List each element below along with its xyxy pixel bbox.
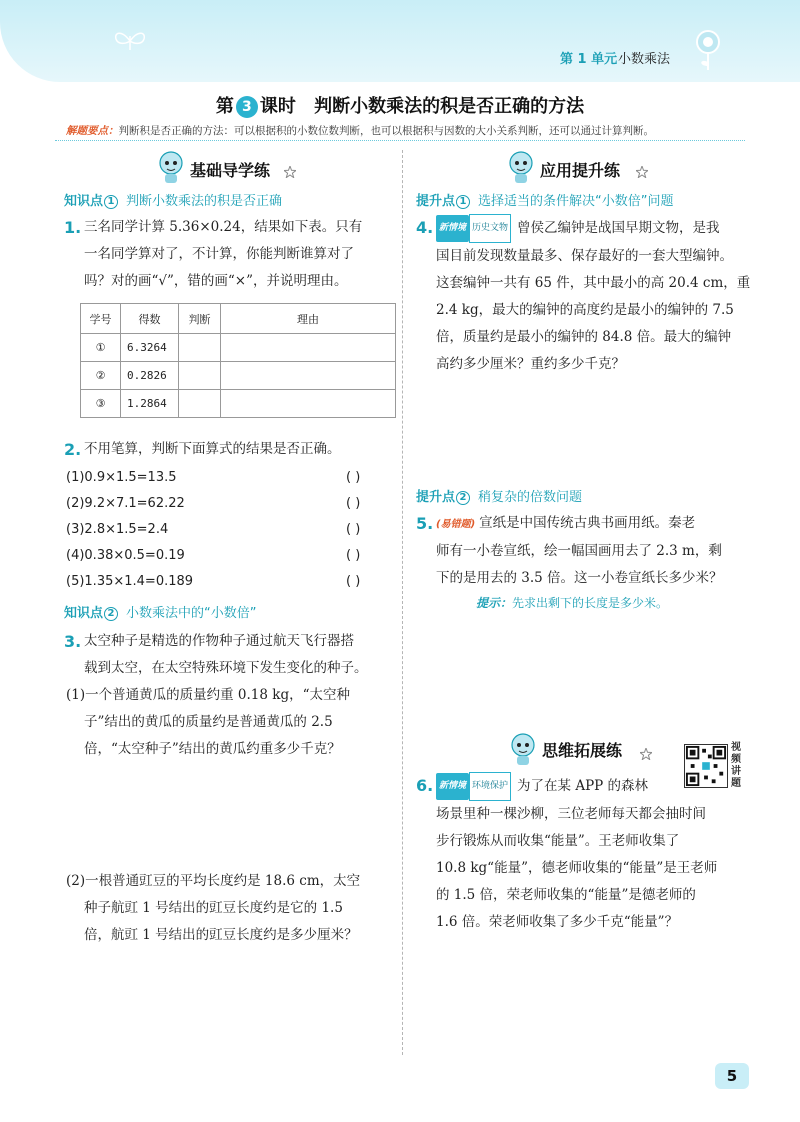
kp-label: 提升点 xyxy=(416,194,456,209)
answer-blank[interactable]: ( ) xyxy=(346,470,361,485)
unit-name: 小数乘法 xyxy=(618,52,671,67)
table-row xyxy=(81,362,396,390)
judgement-table xyxy=(80,303,396,418)
column-divider xyxy=(402,150,403,1055)
question-5-text xyxy=(436,510,766,592)
new-context-tag: 新情境 xyxy=(436,215,469,242)
kp-label: 提升点 xyxy=(416,490,456,505)
reason-cell[interactable] xyxy=(221,362,396,390)
student-id: ① xyxy=(81,334,121,362)
lesson-number: 3 xyxy=(236,96,258,118)
text-line: 场景里种一棵沙柳，三位老师每天都会抽时间 xyxy=(436,806,706,822)
question-3-part-2 xyxy=(66,868,400,949)
table-header: 得数 xyxy=(121,304,179,334)
equation-item xyxy=(66,496,396,511)
tips-label: 解题要点： xyxy=(66,125,119,137)
tips-text: 判断积是否正确的方法：可以根据积的小数位数判断，也可以根据积与因数的大小关系判断，还可以通过计算判断。 xyxy=(118,125,654,137)
page-number: 5 xyxy=(715,1063,749,1089)
text-line: 2.4 kg，最大的编钟的高度约是最小的编钟的 7.5 xyxy=(436,302,734,318)
text-line: (2)一根普通豇豆的平均长度约是 18.6 cm，太空 xyxy=(66,873,361,889)
text-line: 载到太空，在太空特殊环境下发生变化的种子。 xyxy=(84,660,368,676)
section-title-basic: 基础导学练 xyxy=(190,161,271,180)
kp-label: 知识点 xyxy=(64,606,104,621)
lesson-name: 判断小数乘法的积是否正确的方法 xyxy=(314,96,585,117)
butterfly-icon xyxy=(112,30,148,52)
unit-label: 第 1 单元 xyxy=(560,52,618,67)
equation-item xyxy=(66,522,396,537)
star-icon xyxy=(284,166,296,178)
knowledge-point-1 xyxy=(64,190,282,209)
table-header: 判断 xyxy=(179,304,221,334)
text-line: 倍，质量约是最小的编钟的 84.8 倍。最大的编钟 xyxy=(436,329,732,345)
text-line: 三名同学计算 5.36×0.24，结果如下表。只有 xyxy=(84,219,363,235)
equation-text: (4)0.38×0.5=0.19 xyxy=(66,548,185,563)
section-title-applied: 应用提升练 xyxy=(540,161,621,180)
table-row xyxy=(81,390,396,418)
text-line: 宣纸是中国传统古典书画用纸。秦老 xyxy=(479,515,696,531)
new-context-tag: 新情境 xyxy=(436,773,469,800)
table-header-row xyxy=(81,304,396,334)
student-answer: 1.2864 xyxy=(121,390,179,418)
table-header: 理由 xyxy=(221,304,396,334)
reason-cell[interactable] xyxy=(221,334,396,362)
question-3-text xyxy=(84,628,400,682)
answer-blank[interactable]: ( ) xyxy=(346,496,361,511)
text-line: 国目前发现数量最多、保存最好的一套大型编钟。 xyxy=(436,248,733,264)
text-line: 一名同学算对了，不计算，你能判断谁算对了 xyxy=(84,246,354,262)
lesson-prefix: 第 xyxy=(215,96,234,117)
mascot-icon xyxy=(506,150,536,184)
text-line: 子”结出的黄瓜的质量约是普通黄瓜的 2.5 xyxy=(84,714,333,730)
text-line: 10.8 kg“能量”，德老师收集的“能量”是王老师 xyxy=(436,860,718,876)
text-line: 倍，航豇 1 号结出的豇豆长度约是多少厘米？ xyxy=(84,927,358,943)
kp-num: 2 xyxy=(456,491,470,505)
question-number: 5. xyxy=(416,514,434,533)
hint-text: 先求出剩下的长度是多少米。 xyxy=(512,596,669,610)
text-line: 下的是用去的 3.5 倍。这一小卷宣纸长多少米？ xyxy=(436,570,723,586)
student-id: ② xyxy=(81,362,121,390)
question-number: 1. xyxy=(64,218,82,237)
lesson-suffix: 课时 xyxy=(259,96,296,117)
topic-tag: 环境保护 xyxy=(469,772,511,801)
equation-item xyxy=(66,470,396,485)
text-line: 为了在某 APP 的森林 xyxy=(517,778,649,794)
judge-cell[interactable] xyxy=(179,390,221,418)
text-line: 高约多少厘米？重约多少千克？ xyxy=(436,356,625,372)
knowledge-point-2 xyxy=(64,602,257,621)
equation-item xyxy=(66,574,396,589)
kp-num: 1 xyxy=(104,195,118,209)
qr-label: 视频讲题 xyxy=(731,742,741,789)
equation-text: (2)9.2×7.1=62.22 xyxy=(66,496,185,511)
question-number: 6. xyxy=(416,776,434,795)
kp-title: 稍复杂的倍数问题 xyxy=(478,490,583,505)
kp-num: 2 xyxy=(104,607,118,621)
table-header: 学号 xyxy=(81,304,121,334)
student-answer: 6.3264 xyxy=(121,334,179,362)
kp-num: 1 xyxy=(456,195,470,209)
answer-blank[interactable]: ( ) xyxy=(346,574,361,589)
text-line: 这套编钟一共有 65 件，其中最小的高 20.4 cm，重 xyxy=(436,275,751,291)
question-3-part-1 xyxy=(66,682,400,763)
equation-text: (3)2.8×1.5=2.4 xyxy=(66,522,169,537)
answer-blank[interactable]: ( ) xyxy=(346,548,361,563)
text-line: 师有一小卷宣纸，绘一幅国画用去了 2.3 m，剩 xyxy=(436,543,722,559)
student-id: ③ xyxy=(81,390,121,418)
question-number: 4. xyxy=(416,218,434,237)
equation-item xyxy=(66,548,396,563)
improvement-point-2 xyxy=(416,486,582,505)
improvement-point-1 xyxy=(416,190,674,209)
kp-label: 知识点 xyxy=(64,194,104,209)
judge-cell[interactable] xyxy=(179,362,221,390)
tips-divider xyxy=(55,140,745,141)
lesson-title xyxy=(0,92,800,118)
kp-title: 选择适当的条件解决“小数倍”问题 xyxy=(478,194,674,209)
question-number: 3. xyxy=(64,632,82,651)
question-number: 2. xyxy=(64,440,82,459)
star-icon xyxy=(636,166,648,178)
text-line: 太空种子是精选的作物种子通过航天飞行器搭 xyxy=(84,633,354,649)
error-prone-tag: (易错题) xyxy=(436,519,476,530)
text-line: 种子航豇 1 号结出的豇豆长度约是它的 1.5 xyxy=(84,900,343,916)
text-line: 的 1.5 倍，荣老师收集的“能量”是德老师的 xyxy=(436,887,696,903)
kp-title: 小数乘法中的“小数倍” xyxy=(126,606,257,621)
table-row xyxy=(81,334,396,362)
star-icon xyxy=(640,748,652,760)
text-line: 倍，“太空种子”结出的黄瓜约重多少千克？ xyxy=(84,741,341,757)
text-line: 步行锻炼从而收集“能量”。王老师收集了 xyxy=(436,833,680,849)
kp-title: 判断小数乘法的积是否正确 xyxy=(126,194,283,209)
question-1-text xyxy=(84,214,400,295)
mascot-icon xyxy=(156,150,186,184)
question-6-text xyxy=(436,772,766,936)
text-line: 1.6 倍。荣老师收集了多少千克“能量”？ xyxy=(436,914,679,930)
student-answer: 0.2826 xyxy=(121,362,179,390)
tips xyxy=(66,123,746,138)
mascot-icon xyxy=(508,732,538,766)
text-line: 吗？对的画“√”，错的画“×”，并说明理由。 xyxy=(84,273,348,289)
flower-icon xyxy=(688,28,728,72)
section-title-extension: 思维拓展练 xyxy=(542,741,623,760)
answer-blank[interactable]: ( ) xyxy=(346,522,361,537)
reason-cell[interactable] xyxy=(221,390,396,418)
hint-label: 提示： xyxy=(476,596,513,610)
equation-text: (5)1.35×1.4=0.189 xyxy=(66,574,194,589)
equation-text: (1)0.9×1.5=13.5 xyxy=(66,470,177,485)
hint xyxy=(476,594,668,611)
text-line: (1)一个普通黄瓜的质量约重 0.18 kg，“太空种 xyxy=(66,687,350,703)
question-4-text xyxy=(436,214,766,378)
text-line: 曾侯乙编钟是战国早期文物，是我 xyxy=(517,220,720,236)
topic-tag: 历史文物 xyxy=(469,214,511,243)
question-2-text: 不用笔算，判断下面算式的结果是否正确。 xyxy=(84,441,341,457)
judge-cell[interactable] xyxy=(179,334,221,362)
